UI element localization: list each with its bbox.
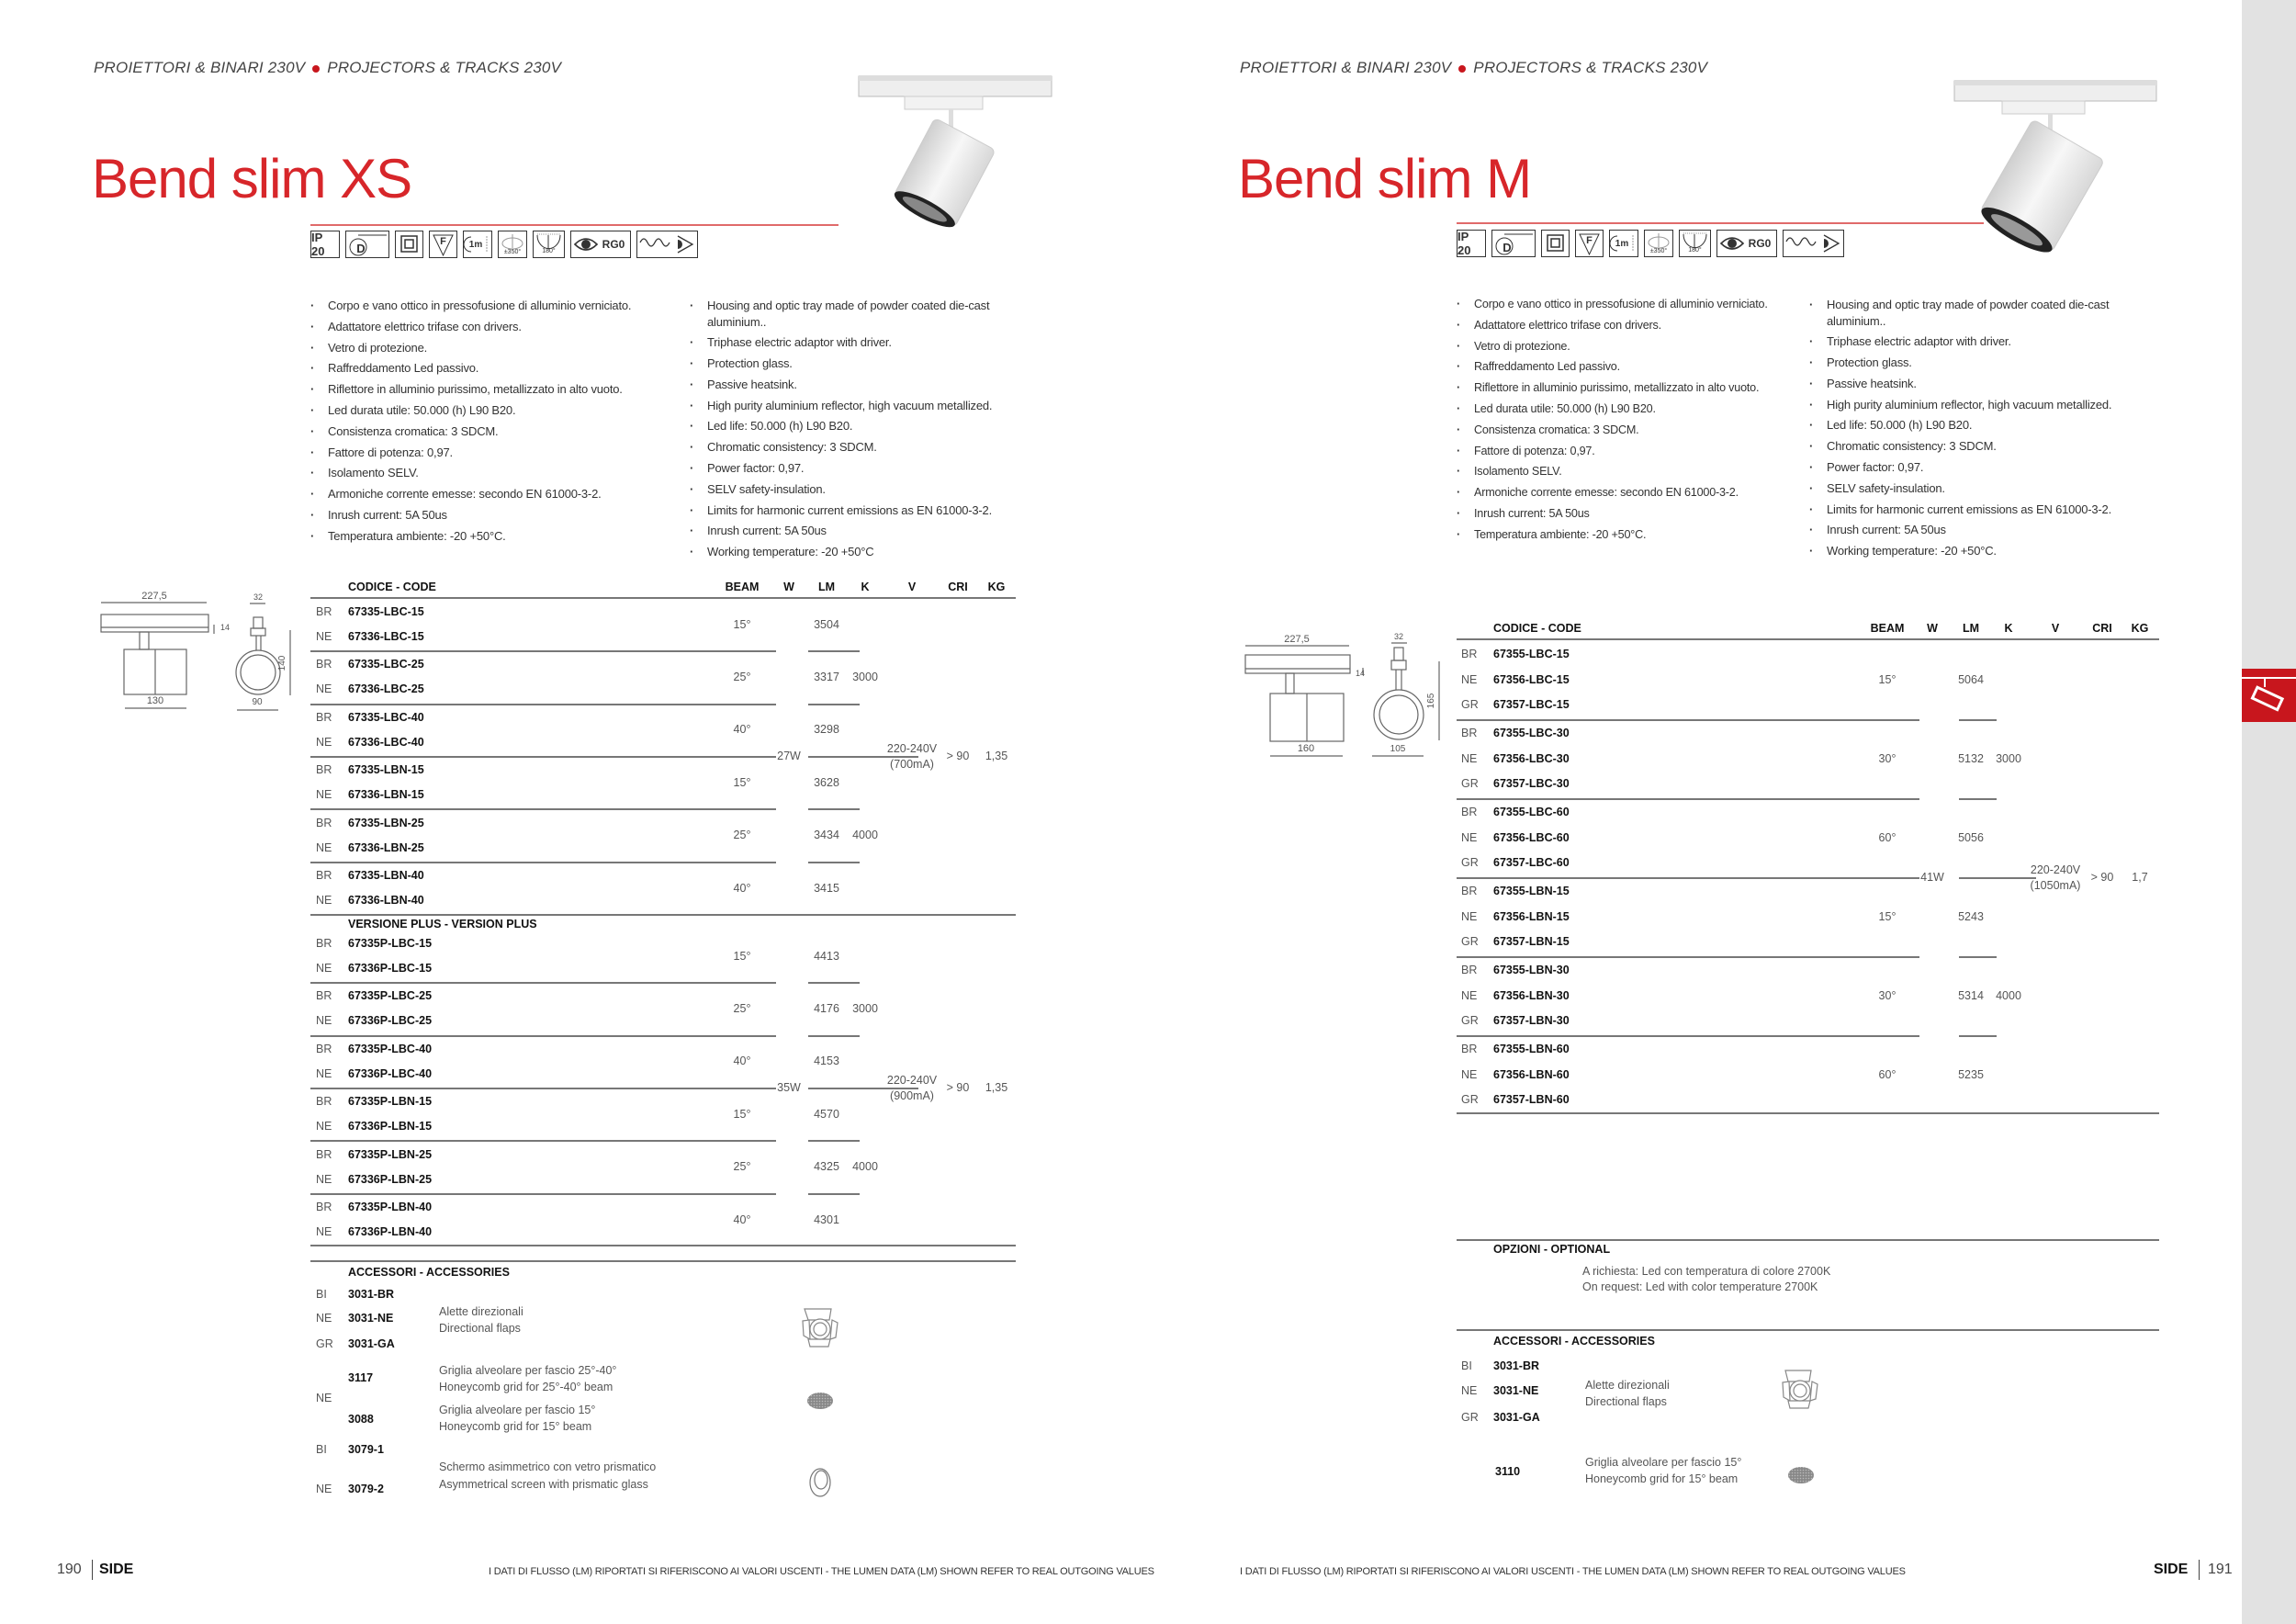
header-it: PROIETTORI & BINARI 230V bbox=[1240, 59, 1452, 76]
product-code: 67356-LBN-30 bbox=[1493, 988, 1570, 1002]
brand-name: SIDE bbox=[99, 1562, 134, 1577]
color-code: GR bbox=[1461, 1411, 1479, 1424]
color-code: GR bbox=[1461, 935, 1479, 949]
color-code: GR bbox=[1461, 1093, 1479, 1107]
color-code: GR bbox=[316, 1337, 333, 1350]
header-lm: LM bbox=[817, 581, 836, 593]
accessory-desc-en: Honeycomb grid for 15° beam bbox=[439, 1420, 592, 1433]
product-code: 67335P-LBN-40 bbox=[348, 1201, 433, 1213]
feature-item: · Housing and optic tray made of powder coated die-cast aluminium.. bbox=[690, 298, 1007, 330]
feature-item: · Housing and optic tray made of powder coated die-cast aluminium.. bbox=[1809, 297, 2126, 329]
voltage: 220-240V bbox=[2030, 863, 2081, 876]
color-code: BR bbox=[316, 710, 332, 724]
feature-item: · Passive heatsink. bbox=[1809, 376, 2126, 392]
color-temperature: 4000 bbox=[852, 829, 878, 842]
product-code: 67335P-LBC-15 bbox=[348, 937, 433, 950]
product-code: 67356-LBN-15 bbox=[1493, 909, 1570, 923]
product-code: 67357-LBC-30 bbox=[1493, 777, 1570, 791]
accessory-desc-it: Griglia alveolare per fascio 15° bbox=[439, 1404, 596, 1416]
accessory-code: 3031-NE bbox=[348, 1312, 394, 1325]
lumen-value: 4570 bbox=[814, 1107, 839, 1121]
lumen-value: 5243 bbox=[1958, 909, 1984, 923]
product-code: 67335P-LBN-15 bbox=[348, 1095, 433, 1109]
beam-angle: 40° bbox=[733, 881, 751, 895]
feature-item: · Working temperature: -20 +50°C. bbox=[1809, 543, 2126, 559]
header-v: V bbox=[907, 581, 917, 593]
product-code: 67355-LBC-60 bbox=[1493, 806, 1570, 818]
icon-label: ±350° bbox=[503, 248, 522, 255]
product-code: 67336P-LBN-15 bbox=[348, 1120, 433, 1133]
feature-item: · Led durata utile: 50.000 (h) L90 B20. bbox=[310, 402, 678, 419]
product-code: 67355-LBC-30 bbox=[1493, 727, 1570, 739]
feature-item: · Led life: 50.000 (h) L90 B20. bbox=[1809, 417, 2126, 434]
color-code: NE bbox=[316, 1066, 332, 1080]
dim-body: 160 bbox=[1297, 743, 1315, 754]
lumen-value: 5064 bbox=[1958, 672, 1984, 686]
accessory-code: 3031-NE bbox=[1493, 1384, 1539, 1397]
color-code: BR bbox=[316, 658, 332, 671]
feature-item: · Protection glass. bbox=[690, 355, 1007, 372]
lumen-value: 4325 bbox=[814, 1160, 839, 1174]
feature-item: · Chromatic consistency: 3 SDCM. bbox=[690, 439, 1007, 456]
product-code: 67357-LBN-60 bbox=[1493, 1093, 1570, 1107]
feature-item: · Led life: 50.000 (h) L90 B20. bbox=[690, 418, 1007, 434]
feature-item: · Isolamento SELV. bbox=[1457, 464, 1806, 480]
icon-label: F bbox=[440, 236, 446, 247]
color-code: NE bbox=[316, 840, 332, 854]
color-code: NE bbox=[316, 962, 332, 975]
color-code: BR bbox=[316, 937, 332, 950]
icon-label: D bbox=[1503, 240, 1512, 254]
beam-angle: 25° bbox=[733, 829, 751, 842]
header-it: PROIETTORI & BINARI 230V bbox=[94, 59, 306, 76]
section-title: VERSIONE PLUS - VERSION PLUS bbox=[348, 918, 537, 930]
product-photo-m bbox=[1954, 81, 2156, 260]
weight-value: 1,7 bbox=[2132, 871, 2148, 884]
accessory-code: 3031-BR bbox=[1493, 1359, 1540, 1372]
color-code: NE bbox=[316, 788, 332, 802]
beam-angle: 40° bbox=[733, 1212, 751, 1226]
product-title: Bend slim M bbox=[1238, 148, 1532, 209]
wattage: 27W bbox=[777, 750, 801, 762]
beam-angle: 15° bbox=[733, 617, 751, 631]
lumen-value: 3628 bbox=[814, 775, 839, 789]
product-code: 67336-LBC-15 bbox=[348, 630, 424, 643]
product-code: 67357-LBC-60 bbox=[1493, 856, 1570, 870]
header-beam: BEAM bbox=[725, 581, 760, 593]
optional-title: OPZIONI - OPTIONAL bbox=[1493, 1243, 1611, 1256]
header-v: V bbox=[2051, 622, 2060, 635]
header-en: PROJECTORS & TRACKS 230V bbox=[1473, 59, 1708, 76]
icon-label: RG0 bbox=[602, 238, 625, 251]
beam-angle: 40° bbox=[733, 1054, 751, 1068]
color-code: NE bbox=[1461, 988, 1478, 1002]
page-number: 190 bbox=[57, 1562, 82, 1577]
product-code: 67336P-LBC-15 bbox=[348, 962, 433, 975]
color-code: NE bbox=[316, 1120, 332, 1133]
product-code: 67336-LBN-15 bbox=[348, 788, 424, 802]
product-code: 67336P-LBC-25 bbox=[348, 1014, 433, 1028]
color-code: BR bbox=[316, 1201, 332, 1213]
dim-height: 165 bbox=[1426, 693, 1436, 709]
product-code: 67335P-LBC-25 bbox=[348, 989, 433, 1003]
feature-item: · Limits for harmonic current emissions as EN 61000-3-2. bbox=[690, 502, 1007, 519]
feature-item: · Riflettore in alluminio purissimo, metallizzato in alto vuoto. bbox=[310, 381, 678, 398]
product-code: 67357-LBN-30 bbox=[1493, 1014, 1570, 1028]
lumen-value: 5235 bbox=[1958, 1067, 1984, 1081]
product-code: 67335-LBN-25 bbox=[348, 816, 424, 829]
color-code: NE bbox=[1461, 830, 1478, 844]
header-code: CODICE - CODE bbox=[348, 581, 436, 593]
accessory-code: 3088 bbox=[348, 1413, 374, 1426]
product-code: 67355-LBN-30 bbox=[1493, 964, 1570, 976]
color-code: NE bbox=[1461, 1067, 1478, 1081]
feature-item: · Riflettore in alluminio purissimo, metallizzato in alto vuoto. bbox=[1457, 380, 1806, 397]
accessories-title: ACCESSORI - ACCESSORIES bbox=[348, 1266, 510, 1279]
color-code: BR bbox=[316, 1042, 332, 1055]
product-code: 67336-LBC-40 bbox=[348, 735, 424, 749]
feature-item: · Adattatore elettrico trifase con drivers. bbox=[1457, 318, 1806, 334]
feature-item: · Vetro di protezione. bbox=[310, 340, 678, 356]
accessory-desc-it: Alette direzionali bbox=[1585, 1379, 1670, 1392]
lumen-value: 3298 bbox=[814, 723, 839, 737]
cri-value: > 90 bbox=[946, 1081, 970, 1094]
cri-value: > 90 bbox=[2090, 871, 2114, 884]
color-code: NE bbox=[1461, 672, 1478, 686]
product-code: 67356-LBC-15 bbox=[1493, 672, 1570, 686]
color-code: NE bbox=[1461, 751, 1478, 765]
accessory-desc-en: Honeycomb grid for 25°-40° beam bbox=[439, 1381, 613, 1393]
product-code: 67355-LBN-15 bbox=[1493, 885, 1570, 897]
dim-body: 130 bbox=[146, 695, 164, 706]
beam-angle: 40° bbox=[733, 723, 751, 737]
header-cri: CRI bbox=[948, 581, 968, 593]
feature-item: · Inrush current: 5A 50us bbox=[690, 523, 1007, 539]
color-temperature: 3000 bbox=[852, 670, 878, 683]
beam-angle: 15° bbox=[733, 775, 751, 789]
lumen-value: 5132 bbox=[1958, 751, 1984, 765]
feature-item: · Inrush current: 5A 50us bbox=[1457, 506, 1806, 523]
product-code: 67335-LBC-40 bbox=[348, 710, 424, 724]
feature-item: · Corpo e vano ottico in pressofusione di alluminio verniciato. bbox=[1457, 297, 1806, 313]
driver-current: (700mA) bbox=[890, 758, 934, 771]
color-code: BR bbox=[1461, 727, 1478, 739]
beam-angle: 15° bbox=[1878, 909, 1896, 923]
accessory-code: 3079-2 bbox=[348, 1483, 384, 1495]
brand-name: SIDE bbox=[2154, 1562, 2189, 1577]
icon-label: 1m bbox=[468, 239, 483, 250]
color-code: BR bbox=[316, 1147, 332, 1161]
color-code: NE bbox=[316, 1172, 332, 1186]
feature-item: · Protection glass. bbox=[1809, 355, 2126, 371]
honeycomb-grid-image bbox=[1788, 1467, 1814, 1483]
feature-item: · Consistenza cromatica: 3 SDCM. bbox=[1457, 423, 1806, 439]
icon-label: 180° bbox=[1688, 246, 1702, 254]
directional-flaps-image bbox=[1783, 1370, 1818, 1408]
accessory-code: 3031-BR bbox=[348, 1288, 395, 1301]
header-w: W bbox=[783, 581, 794, 593]
feature-item: · Adattatore elettrico trifase con drivers. bbox=[310, 319, 678, 335]
feature-item: · Isolamento SELV. bbox=[310, 465, 678, 481]
lumen-value: 3434 bbox=[814, 829, 839, 842]
header-kg: KG bbox=[2131, 622, 2149, 635]
beam-angle: 25° bbox=[733, 1160, 751, 1174]
lumen-value: 3415 bbox=[814, 881, 839, 895]
color-code: BR bbox=[316, 1095, 332, 1109]
icon-label: 180° bbox=[542, 247, 556, 254]
accessory-desc-it: Alette direzionali bbox=[439, 1305, 523, 1318]
color-code: NE bbox=[316, 735, 332, 749]
asymmetrical-screen-image bbox=[810, 1469, 830, 1496]
feature-item: · High purity aluminium reflector, high vacuum metallized. bbox=[690, 398, 1007, 414]
accessory-desc-it: Griglia alveolare per fascio 25°-40° bbox=[439, 1364, 617, 1377]
dim-adapter: 32 bbox=[1393, 632, 1404, 641]
product-photo-xs bbox=[859, 76, 1052, 233]
color-code: BR bbox=[1461, 806, 1478, 818]
feature-item: · Chromatic consistency: 3 SDCM. bbox=[1809, 438, 2126, 455]
weight-value: 1,35 bbox=[985, 1081, 1008, 1094]
product-code: 67357-LBN-15 bbox=[1493, 935, 1570, 949]
feature-item: · Triphase electric adaptor with driver. bbox=[690, 334, 1007, 351]
footer-note: I DATI DI FLUSSO (LM) RIPORTATI SI RIFERISCONO AI VALORI USCENTI - THE LUMEN DATA (LM) SHOWN REFER TO REAL OUTGOING VALUES bbox=[489, 1566, 1154, 1577]
dim-adapter: 32 bbox=[253, 592, 264, 602]
lumen-value: 4413 bbox=[814, 949, 839, 963]
header-cri: CRI bbox=[2092, 622, 2112, 635]
accessory-code: 3031-GA bbox=[348, 1337, 395, 1350]
wattage: 35W bbox=[777, 1081, 801, 1094]
lumen-value: 5056 bbox=[1958, 830, 1984, 844]
color-code: BI bbox=[1461, 1359, 1472, 1372]
product-code: 67336-LBN-40 bbox=[348, 894, 424, 907]
lumen-value: 4301 bbox=[814, 1212, 839, 1226]
accessory-code: 3110 bbox=[1495, 1465, 1521, 1478]
feature-item: · Inrush current: 5A 50us bbox=[310, 507, 678, 524]
color-code: BR bbox=[316, 816, 332, 829]
product-code: 67357-LBC-15 bbox=[1493, 698, 1570, 712]
accessory-code: 3079-1 bbox=[348, 1443, 384, 1456]
feature-item: · Power factor: 0,97. bbox=[690, 460, 1007, 477]
product-code: 67335-LBC-25 bbox=[348, 658, 424, 671]
product-code: 67335-LBN-15 bbox=[348, 763, 424, 777]
feature-item: · Raffreddamento Led passivo. bbox=[1457, 359, 1806, 376]
driver-current: (900mA) bbox=[890, 1089, 934, 1102]
feature-item: · Limits for harmonic current emissions as EN 61000-3-2. bbox=[1809, 502, 2126, 518]
accessory-desc-it: Schermo asimmetrico con vetro prismatico bbox=[439, 1460, 657, 1473]
color-code: NE bbox=[316, 1225, 332, 1238]
icon-label: ±350° bbox=[1649, 247, 1668, 254]
directional-flaps-image bbox=[803, 1309, 838, 1347]
optional-it: A richiesta: Led con temperatura di colore 2700K bbox=[1582, 1265, 1831, 1278]
icon-label: IP 20 bbox=[311, 231, 325, 258]
product-code: 67336-LBN-25 bbox=[348, 840, 424, 854]
product-code: 67335P-LBC-40 bbox=[348, 1042, 433, 1055]
icon-label: RG0 bbox=[1748, 237, 1772, 250]
color-code: BR bbox=[316, 605, 332, 618]
beam-angle: 30° bbox=[1878, 988, 1896, 1002]
feature-item: · Temperatura ambiente: -20 +50°C. bbox=[1457, 527, 1806, 544]
icon-label: 1m bbox=[1615, 238, 1629, 249]
feature-item: · Led durata utile: 50.000 (h) L90 B20. bbox=[1457, 401, 1806, 418]
color-code: BR bbox=[316, 869, 332, 882]
product-code: 67335P-LBN-25 bbox=[348, 1147, 433, 1161]
icon-label: D bbox=[356, 241, 366, 255]
color-temperature: 3000 bbox=[852, 1001, 878, 1015]
product-code: 67355-LBN-60 bbox=[1493, 1043, 1570, 1055]
voltage: 220-240V bbox=[886, 742, 938, 755]
dim-diameter: 105 bbox=[1390, 744, 1406, 754]
feature-item: · Fattore di potenza: 0,97. bbox=[1457, 444, 1806, 460]
accessory-desc-en: Asymmetrical screen with prismatic glass bbox=[439, 1478, 648, 1491]
beam-angle: 25° bbox=[733, 670, 751, 683]
color-code: NE bbox=[316, 630, 332, 643]
feature-item: · Vetro di protezione. bbox=[1457, 339, 1806, 355]
accessory-desc-it: Griglia alveolare per fascio 15° bbox=[1585, 1456, 1742, 1469]
lumen-value: 3504 bbox=[814, 617, 839, 631]
header-k: K bbox=[861, 581, 870, 593]
feature-item: · Consistenza cromatica: 3 SDCM. bbox=[310, 423, 678, 440]
color-code: BR bbox=[316, 763, 332, 777]
color-code: GR bbox=[1461, 856, 1479, 870]
lumen-value: 3317 bbox=[814, 670, 839, 683]
dim-track: 14 bbox=[1356, 669, 1366, 678]
feature-item: · Fattore di potenza: 0,97. bbox=[310, 445, 678, 461]
header-en: PROJECTORS & TRACKS 230V bbox=[327, 59, 562, 76]
feature-item: · Power factor: 0,97. bbox=[1809, 459, 2126, 476]
feature-item: · Temperatura ambiente: -20 +50°C. bbox=[310, 528, 678, 545]
color-code: GR bbox=[1461, 1014, 1479, 1028]
feature-item: · Raffreddamento Led passivo. bbox=[310, 360, 678, 377]
beam-angle: 30° bbox=[1878, 751, 1896, 765]
color-code: GR bbox=[1461, 777, 1479, 791]
color-temperature: 4000 bbox=[852, 1160, 878, 1174]
feature-item: · Working temperature: -20 +50°C bbox=[690, 544, 1007, 560]
color-code: BR bbox=[1461, 1043, 1478, 1055]
color-code: NE bbox=[316, 894, 332, 907]
accessory-desc-en: Honeycomb grid for 15° beam bbox=[1585, 1472, 1739, 1485]
lumen-value: 4153 bbox=[814, 1054, 839, 1068]
color-code: BR bbox=[316, 989, 332, 1003]
product-code: 67336P-LBN-25 bbox=[348, 1172, 433, 1186]
color-code: GR bbox=[1461, 698, 1479, 712]
color-temperature: 4000 bbox=[1996, 988, 2021, 1002]
accessory-desc-en: Directional flaps bbox=[439, 1322, 521, 1335]
lumen-value: 4176 bbox=[814, 1001, 839, 1015]
dim-diameter: 90 bbox=[252, 697, 263, 707]
dimension-drawing-xs bbox=[101, 591, 290, 710]
header-lm: LM bbox=[1962, 622, 1980, 635]
page-number: 191 bbox=[2208, 1562, 2233, 1577]
header-code: CODICE - CODE bbox=[1493, 622, 1581, 635]
color-code: BR bbox=[1461, 964, 1478, 976]
icon-label: F bbox=[1586, 235, 1593, 246]
feature-item: · Corpo e vano ottico in pressofusione di alluminio verniciato. bbox=[310, 298, 678, 314]
header-k: K bbox=[2004, 622, 2013, 635]
product-code: 67335-LBN-40 bbox=[348, 869, 424, 882]
product-code: 67336-LBC-25 bbox=[348, 682, 424, 696]
color-code: BR bbox=[1461, 648, 1478, 660]
accessory-desc-en: Directional flaps bbox=[1585, 1395, 1667, 1408]
product-code: 67355-LBC-15 bbox=[1493, 648, 1570, 660]
header-kg: KG bbox=[987, 581, 1006, 593]
header-beam: BEAM bbox=[1870, 622, 1905, 635]
driver-current: (1050mA) bbox=[2030, 879, 2081, 892]
product-code: 67356-LBN-60 bbox=[1493, 1067, 1570, 1081]
wattage: 41W bbox=[1920, 871, 1944, 884]
product-title: Bend slim XS bbox=[92, 148, 412, 209]
icon-label: IP 20 bbox=[1458, 230, 1471, 257]
accessory-code: 3117 bbox=[348, 1371, 374, 1384]
color-code: NE bbox=[1461, 1384, 1478, 1397]
product-code: 67335-LBC-15 bbox=[348, 605, 424, 618]
beam-angle: 15° bbox=[1878, 672, 1896, 686]
color-code: NE bbox=[316, 1312, 332, 1325]
beam-angle: 25° bbox=[733, 1001, 751, 1015]
weight-value: 1,35 bbox=[985, 750, 1008, 762]
optional-en: On request: Led with color temperature 2700K bbox=[1582, 1280, 1818, 1293]
accessory-code: 3031-GA bbox=[1493, 1411, 1540, 1424]
honeycomb-grid-image bbox=[807, 1393, 833, 1409]
dim-length: 227,5 bbox=[1284, 634, 1310, 645]
color-temperature: 3000 bbox=[1996, 751, 2021, 765]
product-code: 67356-LBC-60 bbox=[1493, 830, 1570, 844]
color-code: NE bbox=[316, 1392, 332, 1404]
cri-value: > 90 bbox=[946, 750, 970, 762]
feature-item: · Inrush current: 5A 50us bbox=[1809, 522, 2126, 538]
product-code: 67336P-LBC-40 bbox=[348, 1066, 433, 1080]
feature-item: · SELV safety-insulation. bbox=[1809, 480, 2126, 497]
header-w: W bbox=[1927, 622, 1938, 635]
beam-angle: 60° bbox=[1878, 830, 1896, 844]
dim-track: 14 bbox=[220, 623, 231, 632]
dim-height: 140 bbox=[277, 655, 287, 671]
product-code: 67336P-LBN-40 bbox=[348, 1225, 433, 1238]
beam-angle: 15° bbox=[733, 1107, 751, 1121]
feature-item: · Armoniche corrente emesse: secondo EN 61000-3-2. bbox=[310, 486, 678, 502]
feature-item: · Armoniche corrente emesse: secondo EN 61000-3-2. bbox=[1457, 485, 1806, 502]
color-code: BI bbox=[316, 1288, 327, 1301]
accessories-title: ACCESSORI - ACCESSORIES bbox=[1493, 1335, 1655, 1348]
color-code: BI bbox=[316, 1443, 327, 1456]
voltage: 220-240V bbox=[886, 1074, 938, 1087]
color-code: BR bbox=[1461, 885, 1478, 897]
footer-note: I DATI DI FLUSSO (LM) RIPORTATI SI RIFERISCONO AI VALORI USCENTI - THE LUMEN DATA (LM) SHOWN REFER TO REAL OUTGOING VALUES bbox=[1240, 1566, 1906, 1577]
lumen-value: 5314 bbox=[1958, 988, 1984, 1002]
color-code: NE bbox=[316, 1014, 332, 1028]
color-code: NE bbox=[1461, 909, 1478, 923]
feature-item: · High purity aluminium reflector, high vacuum metallized. bbox=[1809, 397, 2126, 413]
dimension-drawing-m bbox=[1245, 632, 1439, 756]
feature-item: · Passive heatsink. bbox=[690, 377, 1007, 393]
color-code: NE bbox=[316, 1483, 332, 1495]
color-code: NE bbox=[316, 682, 332, 696]
dim-length: 227,5 bbox=[141, 591, 167, 602]
product-code: 67356-LBC-30 bbox=[1493, 751, 1570, 765]
feature-item: · Triphase electric adaptor with driver. bbox=[1809, 333, 2126, 350]
feature-item: · SELV safety-insulation. bbox=[690, 481, 1007, 498]
beam-angle: 15° bbox=[733, 949, 751, 963]
beam-angle: 60° bbox=[1878, 1067, 1896, 1081]
